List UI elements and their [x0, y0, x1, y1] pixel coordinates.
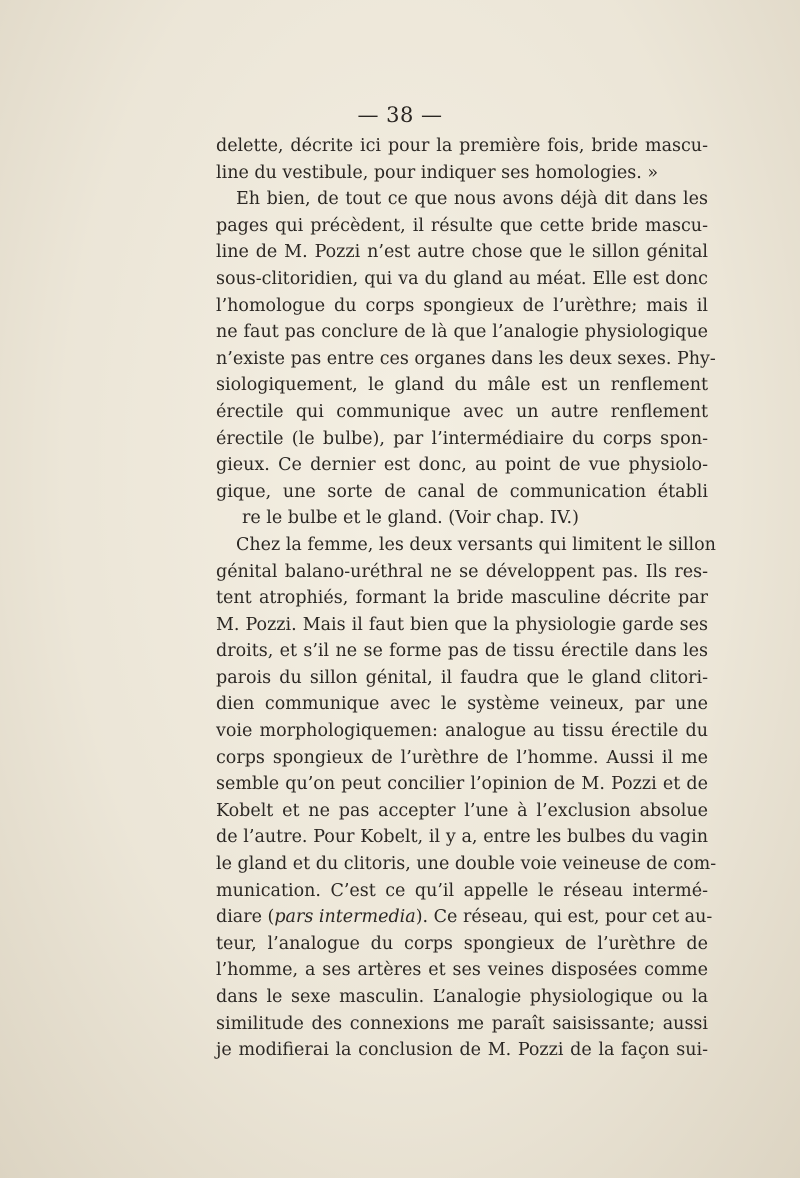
- text-line: parois du sillon génital, il faudra que le gland clitori-: [216, 667, 708, 688]
- text-line: teur, l’analogue du corps spongieux de l’urèthre de: [216, 933, 708, 954]
- text-segment: ). Ce réseau, qui est, pour cet au-: [415, 907, 713, 928]
- text-line: génital balano-uréthral ne se développent pas. Ils res-: [216, 561, 708, 582]
- text-line: gique, une sorte de canal de communication établi: [216, 481, 708, 502]
- text-line: je modifierai la conclusion de M. Pozzi de la façon sui-: [216, 1040, 708, 1061]
- text-line: érectile qui communique avec un autre renflement: [216, 401, 708, 422]
- text-line: line de M. Pozzi n’est autre chose que le sillon génital: [216, 242, 708, 263]
- text-line: ne faut pas conclure de là que l’analogie physiologique: [216, 322, 708, 343]
- text-line: M. Pozzi. Mais il faut bien que la physiologie garde ses: [216, 614, 708, 635]
- text-line: semble qu’on peut concilier l’opinion de M. Pozzi et de: [216, 774, 708, 795]
- text-line: l’homologue du corps spongieux de l’urèthre; mais il: [216, 295, 708, 316]
- latin-term: pars intermedia: [274, 907, 416, 928]
- text-line: dans le sexe masculin. L’analogie physiologique ou la: [216, 987, 708, 1007]
- text-line: sous-clitoridien, qui va du gland au méat. Elle est donc: [216, 268, 708, 289]
- text-line: tent atrophiés, formant la bride masculine décrite par: [216, 588, 708, 609]
- text-line: Kobelt et ne pas accepter l’une à l’exclusion absolue: [216, 800, 708, 821]
- text-line: érectile (le bulbe), par l’intermédiaire du corps spon-: [216, 428, 708, 449]
- text-line: l’homme, a ses artères et ses veines disposées comme: [216, 960, 708, 981]
- text-line: delette, décrite ici pour la première fois, bride mascu-: [216, 136, 708, 156]
- page-number: — 38 —: [357, 103, 443, 127]
- text-line-with-italic: [216, 904, 713, 931]
- text-line: Chez la femme, les deux versants qui limitent le sillon: [236, 534, 716, 555]
- text-line: similitude des connexions me paraît saisissante; aussi: [216, 1013, 708, 1034]
- text-line: pages qui précèdent, il résulte que cette bride mascu-: [216, 215, 708, 236]
- text-line: corps spongieux de l’urèthre de l’homme. Aussi il me: [216, 747, 708, 768]
- text-line: droits, et s’il ne se forme pas de tissu érectile dans les: [216, 641, 708, 662]
- text-line: line du vestibule, pour indiquer ses homologies. »: [216, 162, 659, 183]
- text-segment: diare (: [216, 907, 275, 928]
- body-text: [216, 133, 717, 1064]
- text-line: munication. C’est ce qu’il appelle le réseau intermé-: [216, 880, 708, 901]
- text-line: dien communique avec le système veineux, par une: [216, 694, 708, 715]
- text-line: gieux. Ce dernier est donc, au point de vue physiolo-: [216, 455, 708, 476]
- text-line: re le bulbe et le gland. (Voir chap. IV.): [242, 508, 579, 529]
- text-line: voie morphologiquemen: analogue au tissu érectile du: [216, 721, 708, 742]
- text-line: le gland et du clitoris, une double voie veineuse de com-: [216, 854, 717, 875]
- text-line: siologiquement, le gland du mâle est un renflement: [216, 375, 708, 396]
- text-line: Eh bien, de tout ce que nous avons déjà dit dans les: [236, 189, 708, 210]
- text-line: de l’autre. Pour Kobelt, il y a, entre les bulbes du vagin: [216, 827, 708, 848]
- text-line: n’existe pas entre ces organes dans les deux sexes. Phy-: [216, 348, 716, 369]
